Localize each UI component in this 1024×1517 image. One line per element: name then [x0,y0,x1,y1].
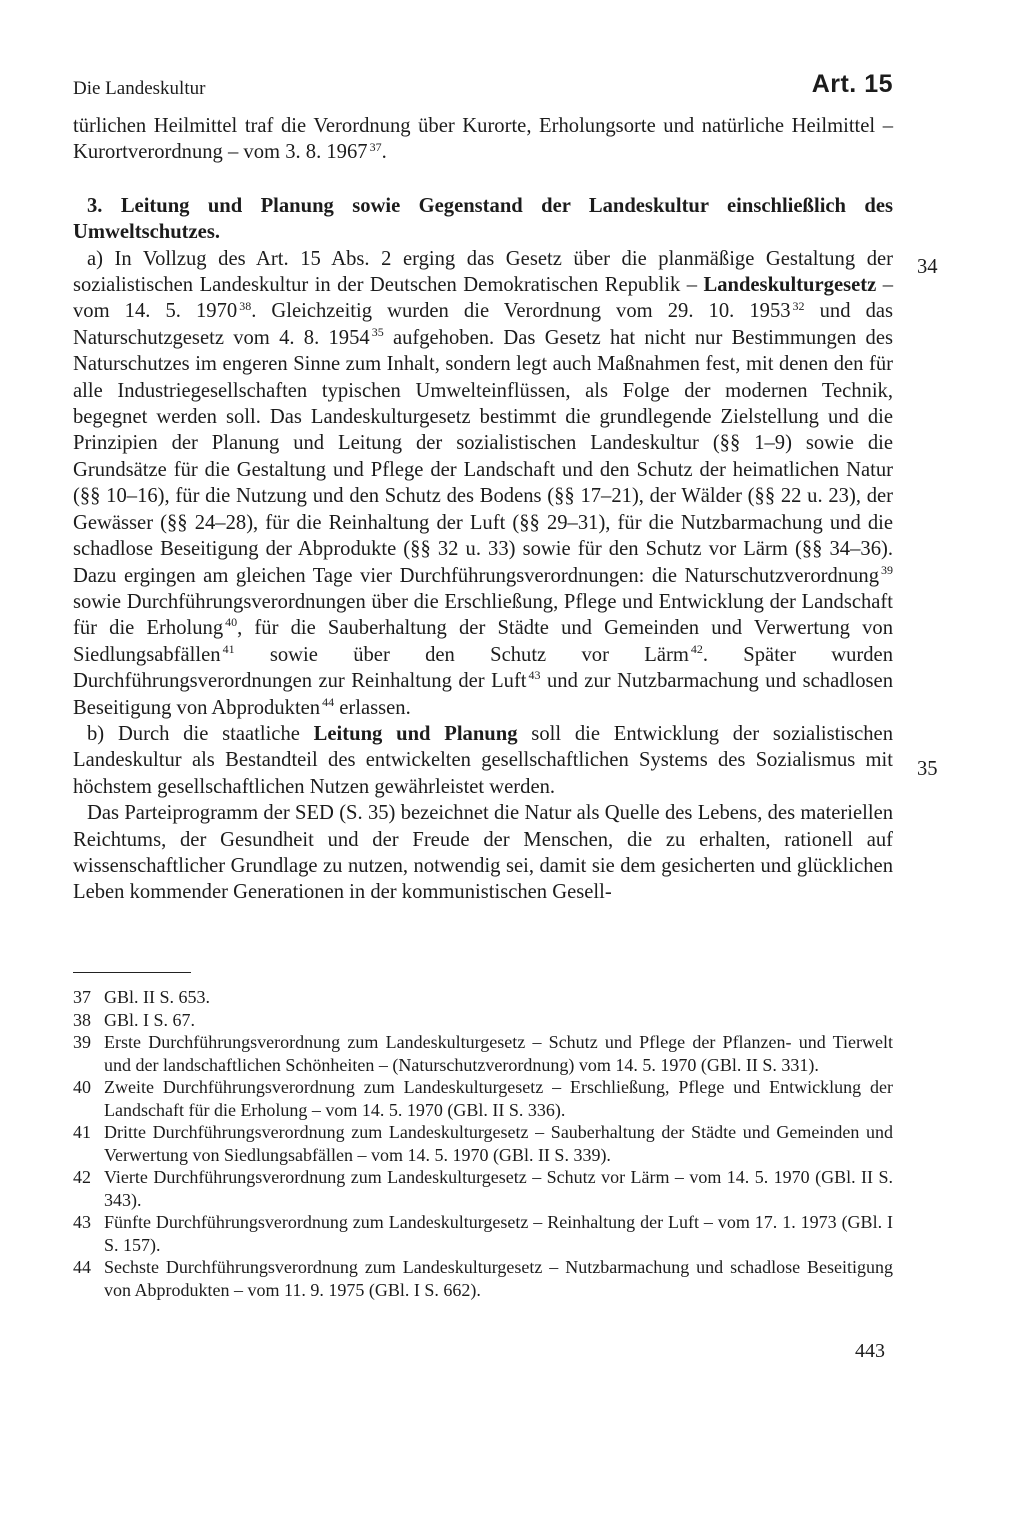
footnote-ref-35[interactable]: 35 [371,324,384,339]
footnote-41: 41 Dritte Durchführungsverordnung zum Landeskulturgesetz – Sauberhaltung der Städte und Gemeinden und Verwertung von Siedlungsabfällen – vom 14. 5. 1970 (GBl. II S. 339). [73,1122,893,1165]
paragraph-b: b) Durch die staatliche Leitung und Planung soll die Entwicklung der sozialistischen Landeskultur als Bestandteil des entwickelten gesellschaftlichen Systems des Sozialismus mit höchstem gesellschaftlichen Nutzen gewährleistet werden. [73,722,893,798]
footnote-ref-41[interactable]: 41 [222,641,235,656]
footnote-ref-40[interactable]: 40 [225,615,238,630]
page-header [73,70,893,104]
paragraph-parteiprogramm: Das Parteiprogramm der SED (S. 35) bezeichnet die Natur als Quelle des Lebens, des materiellen Reichtums, der Gesundheit und der Freude der Menschen, die zu erhalten, rationell auf wissenschaftlicher Grundlage zu nutzen, notwendig sei, damit sie dem gesicherten und glücklichen Leben kommender Generationen in der kommunistischen Gesell- [73,802,893,904]
footnote-43: 43 Fünfte Durchführungsverordnung zum Landeskulturgesetz – Reinhaltung der Luft – vom 17. 1. 1973 (GBl. I S. 157). [73,1212,893,1255]
emphasis-leitung-planung: Leitung und Planung [313,722,518,745]
article-reference: Art. 15 [811,70,893,98]
footnote-ref-32[interactable]: 32 [792,298,805,313]
paragraph-continuation: türlichen Heilmittel traf die Verordnung über Kurorte, Erholungsorte und natürliche Heilmittel – Kurortverordnung – vom 3. 8. 1967 $^{37}$. [73,115,893,164]
footnote-ref-44[interactable]: 44 [322,694,335,709]
paragraph-a: a) In Vollzug des Art. 15 Abs. 2 erging das Gesetz über die planmäßige Gestaltung der sozialistischen Landeskultur in der Deutschen Demokratischen Republik – Landeskulturgesetz – vom 14. 5. 1970 $^{38}$. Gleichzeitig wurden die Verordnung vom 29. 10. 1953 $^{32}$ und das Naturschutzgesetz vom 4. 8. 1954 $^{35}$ aufgehoben. Das Gesetz hat nicht nur Bestimmungen des Naturschutzes im engeren Sinne zum Inhalt, sondern legt auch Maßnahmen fest, mit denen den für alle Industriegesellschaften typischen Umwelteinflüssen, als Folge der modernen Technik, begegnet werden soll. Das Landeskulturgesetz bestimmt die grundlegende Zielstellung und die Prinzipien der Planung und Leitung der sozialistischen Landeskultur (§§ 1–9) sowie die Grundsätze für die Gestaltung und Pflege der Landschaft und den Schutz der heimatlichen Natur (§§ 10–16), für die Nutzung und den Schutz des Bodens (§§ 17–21), der Wälder (§§ 22 u. 23), der Gewässer (§§ 24–28), für die Reinhaltung der Luft (§§ 29–31), für die Nutzbarmachung und die schadlose Beseitigung der Abprodukte (§§ 32 u. 33) sowie für den Schutz vor Lärm (§§ 34–36). Dazu ergingen am gleichen Tage vier Durchführungsverordnungen: die Naturschutzverordnung $^{39}$ sowie Durchführungsverordnungen über die Erschließung, Pflege und Entwicklung der Landschaft für die Erholung $^{40}$, für die Sauberhaltung der Städte und Gemeinden und Verwertung von Siedlungsabfällen $^{41}$ sowie über den Schutz vor Lärm $^{42}$. Später wurden Durchführungsverordnungen zur Reinhaltung der Luft $^{43}$ und zur Nutzbarmachung und schadlosen Beseitigung von Abprodukten $^{44}$ erlassen. [73,247,894,719]
footnote-ref-37[interactable]: 37 [369,139,382,154]
footnote-40: 40 Zweite Durchführungsverordnung zum Landeskulturgesetz – Erschließung, Pflege und Entwicklung der Landschaft für die Erholung – vom 14. 5. 1970 (GBl. II S. 336). [73,1077,893,1120]
footnote-38: 38 GBl. I S. 67. [73,1009,196,1030]
footnote-ref-42[interactable]: 42 [690,641,703,656]
footnote-39: 39 Erste Durchführungsverordnung zum Landeskulturgesetz – Schutz und Pflege der Pflanzen- und Tierwelt und der landschaftlichen Schönheiten – (Naturschutzverordnung) vom 14. 5. 1970 (GBl. II S. 331). [73,1032,893,1075]
footnotes [73,986,893,1301]
page-number: 443 [855,1340,885,1362]
emphasis-landeskulturgesetz: Landeskulturgesetz [703,274,877,297]
footnote-ref-39[interactable]: 39 [881,562,893,577]
footnote-divider [73,972,191,973]
footnote-42: 42 Vierte Durchführungsverordnung zum Landeskulturgesetz – Schutz vor Lärm – vom 14. 5. 1970 (GBl. II S. 343). [73,1167,893,1210]
section-heading: 3. Leitung und Planung sowie Gegenstand der Landeskultur einschließlich des Umweltschutzes. [73,194,893,244]
margin-number-34: 34 [917,256,938,278]
footnote-ref-43[interactable]: 43 [528,668,541,683]
footnote-37: 37 GBl. II S. 653. [73,987,211,1007]
margin-number-35: 35 [917,758,938,780]
footnote-ref-38[interactable]: 38 [239,298,252,313]
footnote-44: 44 Sechste Durchführungsverordnung zum Landeskulturgesetz – Nutzbarmachung und schadlose Beseitigung von Abprodukten – vom 11. 9. 1975 (GBl. I S. 662). [73,1257,893,1300]
main-text [73,113,893,906]
running-head: Die Landeskultur [73,78,206,99]
